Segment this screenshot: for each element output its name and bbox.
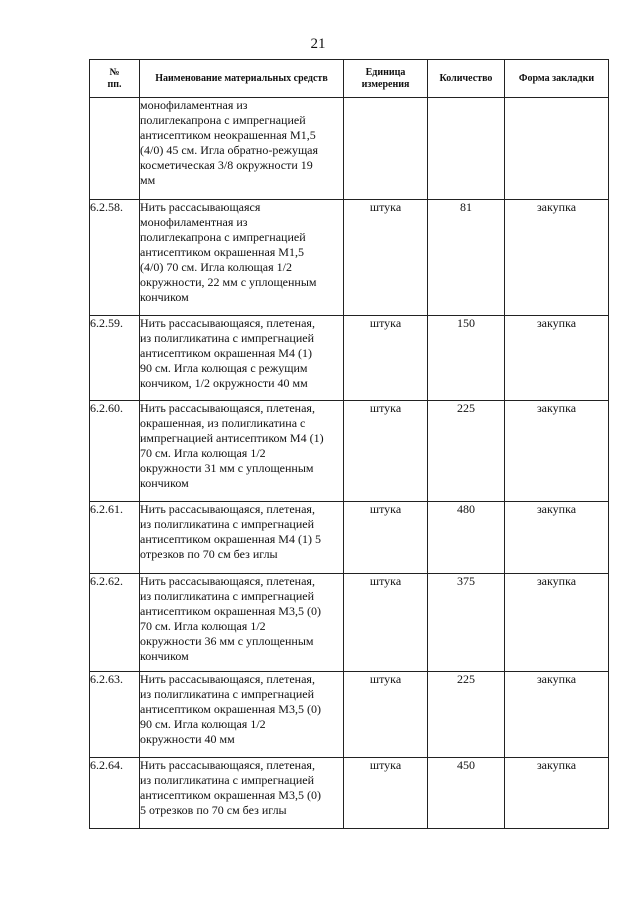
row-quantity: 450 bbox=[428, 758, 505, 829]
row-form: закупка bbox=[505, 574, 609, 672]
row-name: Нить рассасывающаяся, плетеная, окрашенная, из полигликатина с импрегнацией антисептиком M4 (1) 70 см. Игла колющая 1/2 окружности 31 мм с уплощенным кончиком bbox=[140, 401, 344, 502]
row-unit: штука bbox=[344, 200, 428, 316]
row-name: Нить рассасывающаяся, плетеная, из полигликатина с импрегнацией антисептиком окрашенная M4 (1) 90 см. Игла колющая с режущим кончиком, 1/2 окружности 40 мм bbox=[140, 316, 344, 401]
row-form: закупка bbox=[505, 200, 609, 316]
row-quantity: 225 bbox=[428, 672, 505, 758]
row-name: Нить рассасывающаяся, плетеная, из полигликатина с импрегнацией антисептиком окрашенная M3,5 (0) 70 см. Игла колющая 1/2 окружности 36 мм с уплощенным кончиком bbox=[140, 574, 344, 672]
page-number: 21 bbox=[310, 36, 326, 52]
row-number: 6.2.59. bbox=[90, 316, 140, 401]
row-form: закупка bbox=[505, 672, 609, 758]
row-name: Нить рассасывающаяся, плетеная, из полигликатина с импрегнацией антисептиком окрашенная M3,5 (0) 5 отрезков по 70 см без иглы bbox=[140, 758, 344, 829]
table-row bbox=[90, 758, 609, 829]
row-unit: штука bbox=[344, 401, 428, 502]
row-name: Нить рассасывающаяся, плетеная, из полигликатина с импрегнацией антисептиком окрашенная M3,5 (0) 90 см. Игла колющая 1/2 окружности 40 мм bbox=[140, 672, 344, 758]
table-row bbox=[90, 502, 609, 574]
row-unit: штука bbox=[344, 758, 428, 829]
row-unit: штука bbox=[344, 672, 428, 758]
materials-table bbox=[89, 59, 609, 829]
table-row bbox=[90, 98, 609, 200]
table-row bbox=[90, 200, 609, 316]
row-form: закупка bbox=[505, 316, 609, 401]
row-number: 6.2.62. bbox=[90, 574, 140, 672]
table-row bbox=[90, 574, 609, 672]
table-row bbox=[90, 672, 609, 758]
row-unit: штука bbox=[344, 574, 428, 672]
row-number: 6.2.60. bbox=[90, 401, 140, 502]
row-number: 6.2.61. bbox=[90, 502, 140, 574]
row-unit: штука bbox=[344, 502, 428, 574]
table-row bbox=[90, 316, 609, 401]
table-row bbox=[90, 401, 609, 502]
row-unit: штука bbox=[344, 316, 428, 401]
row-unit bbox=[344, 98, 428, 200]
row-quantity bbox=[428, 98, 505, 200]
row-number bbox=[90, 98, 140, 200]
row-name: монофиламентная из полиглекапрона с импрегнацией антисептиком неокрашенная M1,5 (4/0) 45 см. Игла обратно-режущая косметическая 3/8 окружности 19 мм bbox=[140, 98, 344, 200]
row-number: 6.2.63. bbox=[90, 672, 140, 758]
row-quantity: 81 bbox=[428, 200, 505, 316]
row-form: закупка bbox=[505, 401, 609, 502]
header-unit: Единица измерения bbox=[344, 60, 428, 98]
row-quantity: 480 bbox=[428, 502, 505, 574]
row-name: Нить рассасывающаяся, плетеная, из полигликатина с импрегнацией антисептиком окрашенная M4 (1) 5 отрезков по 70 см без иглы bbox=[140, 502, 344, 574]
row-form: закупка bbox=[505, 758, 609, 829]
header-form: Форма закладки bbox=[505, 60, 609, 98]
row-quantity: 150 bbox=[428, 316, 505, 401]
row-quantity: 225 bbox=[428, 401, 505, 502]
row-form bbox=[505, 98, 609, 200]
row-number: 6.2.64. bbox=[90, 758, 140, 829]
row-number: 6.2.58. bbox=[90, 200, 140, 316]
header-name: Наименование материальных средств bbox=[140, 60, 344, 98]
row-form: закупка bbox=[505, 502, 609, 574]
table-header-row bbox=[90, 60, 609, 98]
header-quantity: Количество bbox=[428, 60, 505, 98]
row-name: Нить рассасывающаяся монофиламентная из полиглекапрона с импрегнацией антисептиком окрашенная M1,5 (4/0) 70 см. Игла колющая 1/2 окружности, 22 мм с уплощенным кончиком bbox=[140, 200, 344, 316]
row-quantity: 375 bbox=[428, 574, 505, 672]
header-number: № пп. bbox=[90, 60, 140, 98]
